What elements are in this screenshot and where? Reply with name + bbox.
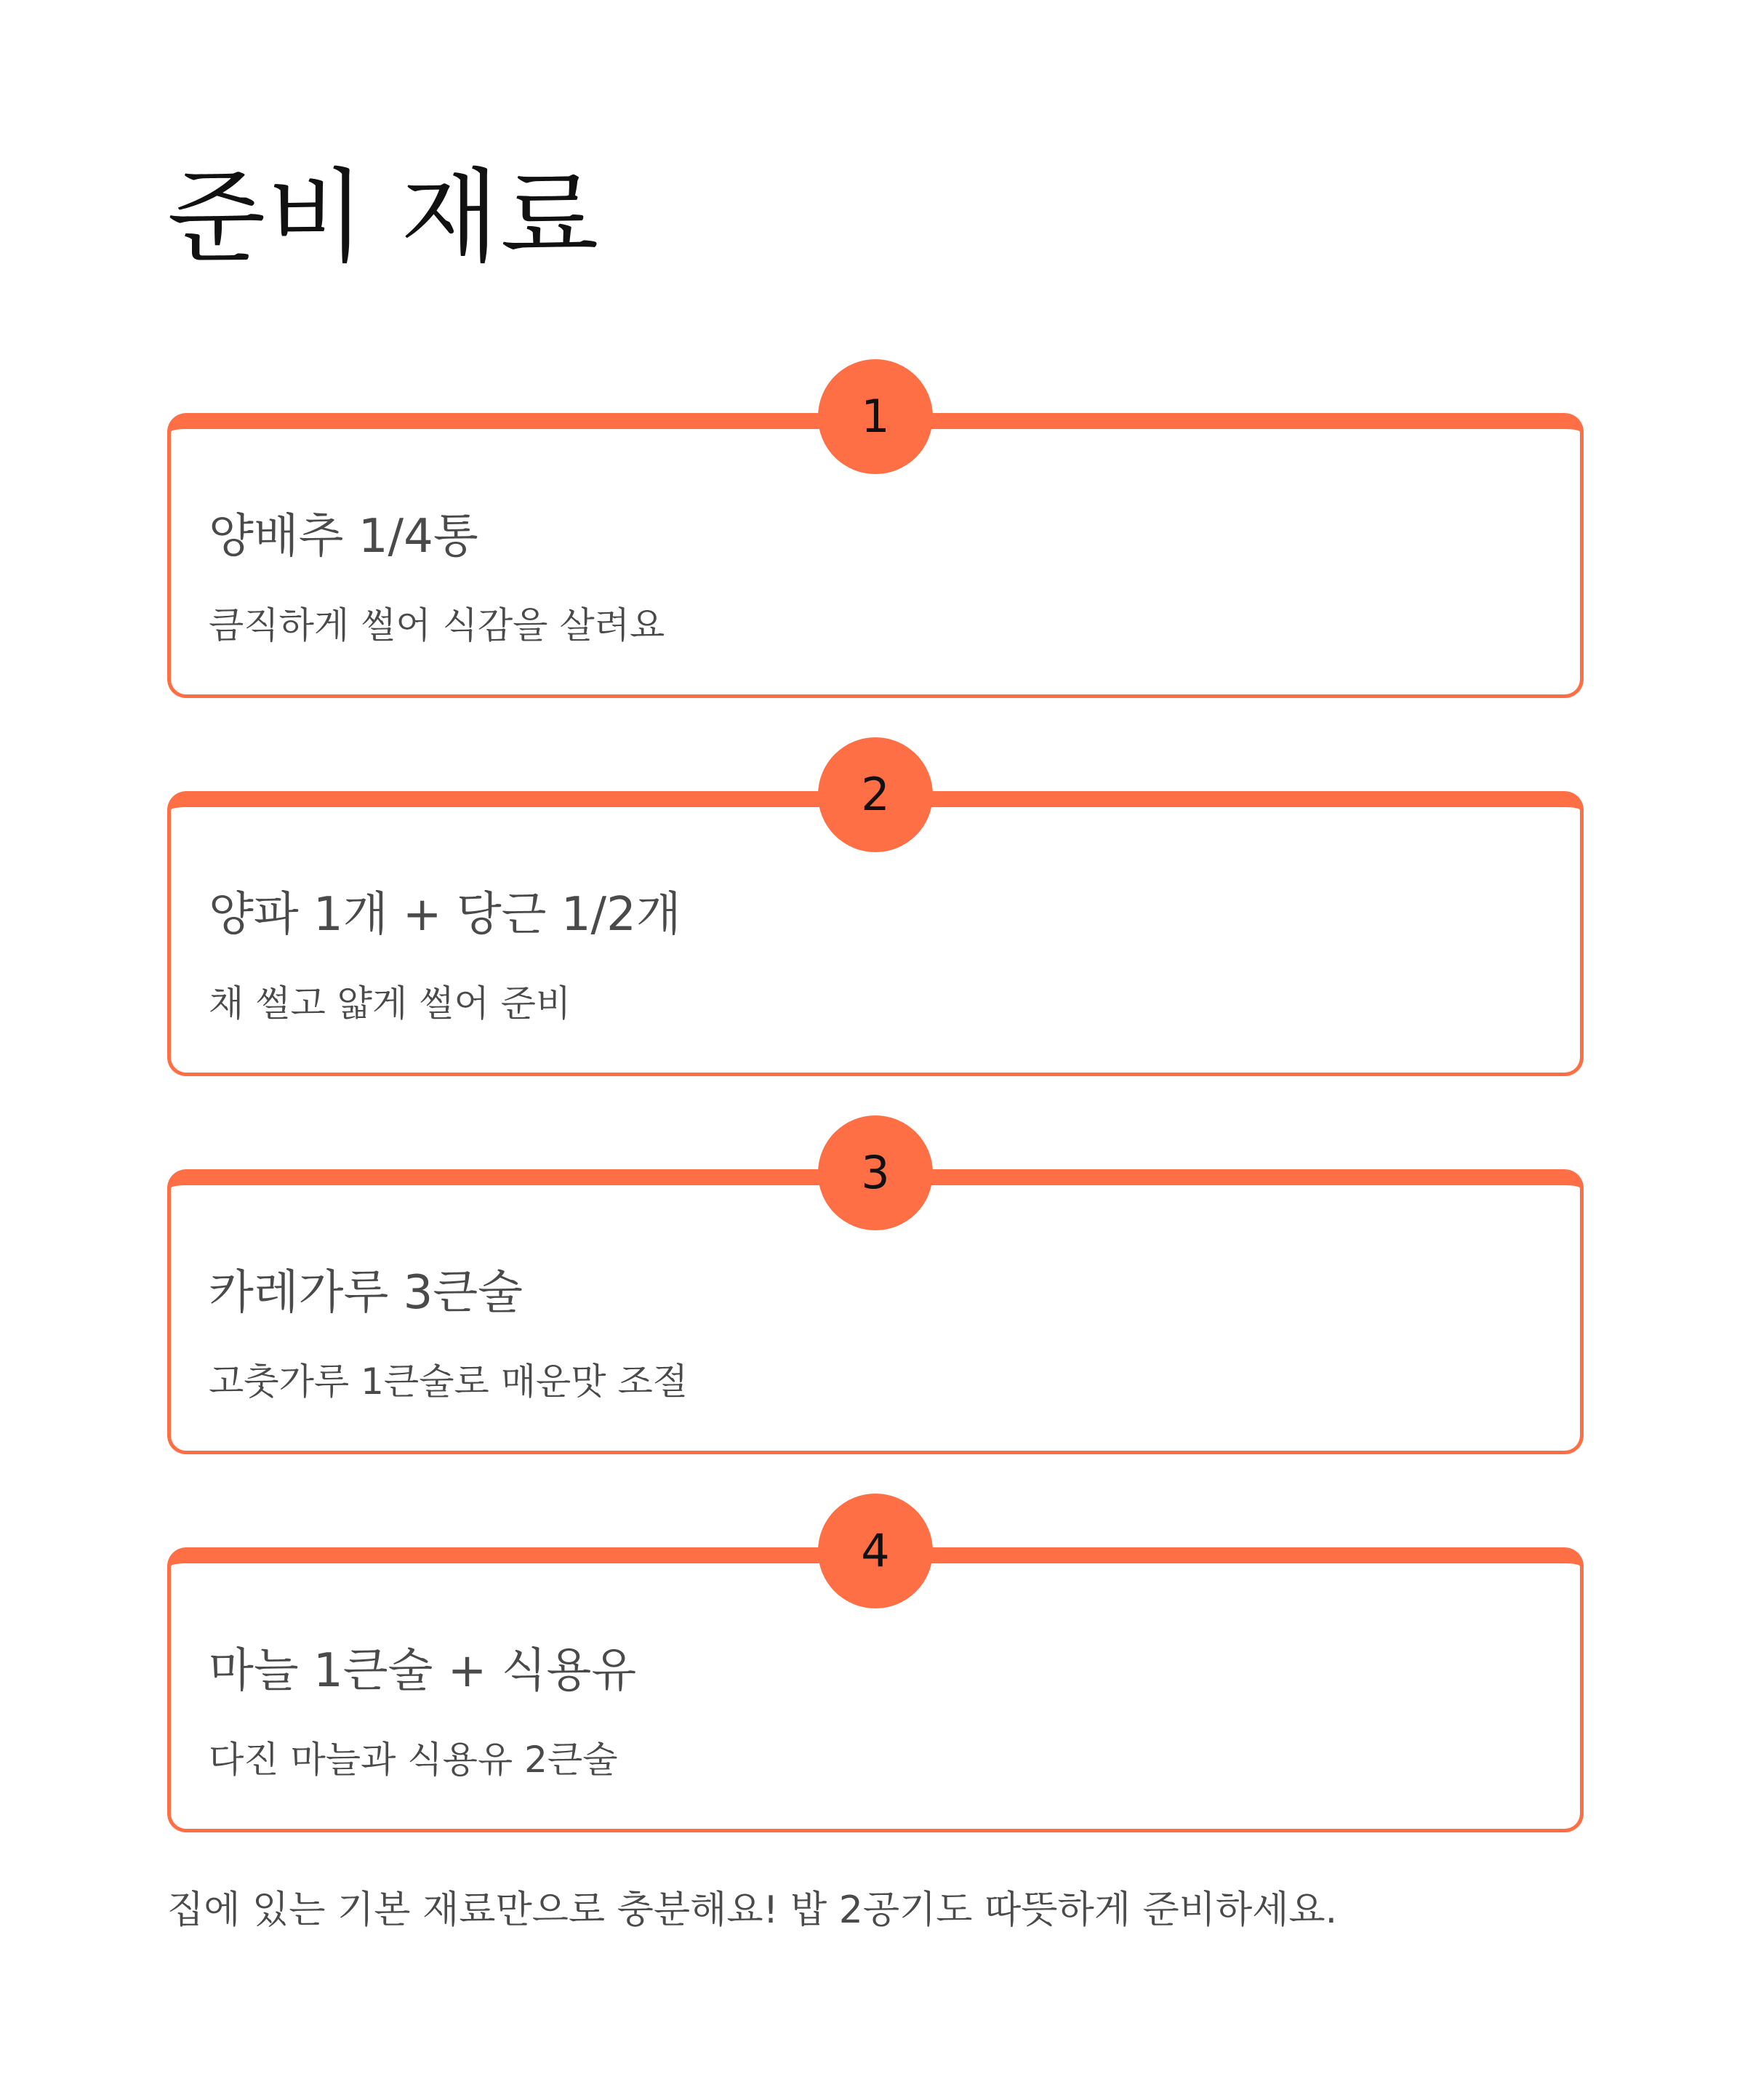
ingredient-name: 양배추 1/4통 bbox=[209, 510, 478, 564]
step-number-badge: 3 bbox=[818, 1115, 933, 1230]
footer-note: 집에 있는 기본 재료만으로 충분해요! 밥 2공기도 따뜻하게 준비하세요. bbox=[167, 1888, 1338, 1932]
ingredient-name: 카레가루 3큰술 bbox=[209, 1266, 524, 1320]
ingredient-name: 마늘 1큰술 + 식용유 bbox=[209, 1644, 637, 1698]
ingredient-name: 양파 1개 + 당근 1/2개 bbox=[209, 888, 681, 942]
step-number-badge: 1 bbox=[818, 359, 933, 474]
step-number-badge: 4 bbox=[818, 1494, 933, 1608]
step-number-badge: 2 bbox=[818, 737, 933, 852]
ingredient-note: 다진 마늘과 식용유 2큰술 bbox=[209, 1739, 618, 1781]
ingredient-note: 채 썰고 얇게 썰어 준비 bbox=[209, 982, 571, 1025]
ingredient-note: 큼직하게 썰어 식감을 살려요 bbox=[209, 604, 665, 646]
ingredient-note: 고춧가루 1큰술로 매운맛 조절 bbox=[209, 1360, 689, 1403]
page-title: 준비 재료 bbox=[167, 159, 601, 277]
